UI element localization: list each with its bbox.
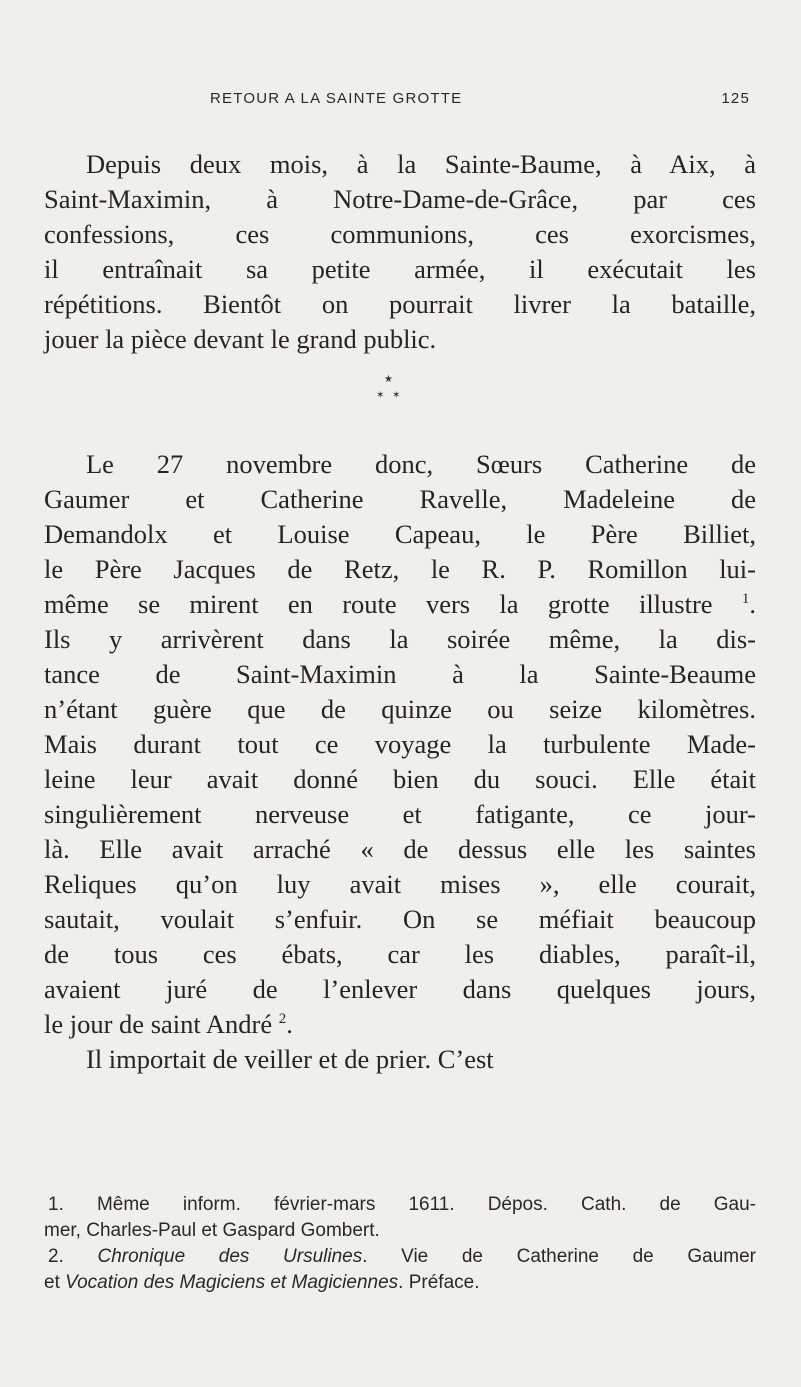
text-line: singulièrement nerveuse et fatigante, ce jour-: [44, 799, 756, 829]
footnote-text: . Préface.: [398, 1272, 480, 1293]
paragraph-2: [44, 447, 756, 1077]
footnote-1-continuation: mer, Charles-Paul et Gaspard Gombert.: [44, 1220, 380, 1241]
footnotes: [44, 1192, 756, 1296]
text-line-with-note: [44, 1007, 756, 1042]
text-line: de tous ces ébats, car les diables, paraît-il,: [44, 939, 756, 969]
asterism-ornament: [370, 372, 410, 412]
text-segment: même se mirent en route vers la grotte illustre: [44, 589, 713, 619]
text-line: jouer la pièce devant le grand public.: [44, 324, 437, 354]
asterism-star-icon: ★: [384, 374, 393, 385]
asterism-star-icon: ✶: [392, 390, 401, 401]
cited-title: Chronique des Ursulines: [97, 1246, 363, 1267]
asterism-star-icon: ✶: [376, 390, 385, 401]
text-line: Demandolx et Louise Capeau, le Père Billiet,: [44, 519, 756, 549]
text-line: il entraînait sa petite armée, il exécutait les: [44, 254, 756, 284]
footnote-2: [44, 1244, 756, 1270]
text-line: Le 27 novembre donc, Sœurs Catherine de: [86, 449, 756, 479]
text-line: Depuis deux mois, à la Sainte-Baume, à Aix, à: [86, 149, 756, 179]
text-line: sautait, voulait s’enfuir. On se méfiait beaucoup: [44, 904, 756, 934]
footnote-text: et: [44, 1272, 66, 1293]
text-line: Saint-Maximin, à Notre-Dame-de-Grâce, par ces: [44, 184, 756, 214]
footnote-text: . Vie de Catherine de Gaumer: [362, 1246, 757, 1267]
text-line: Mais durant tout ce voyage la turbulente Made-: [44, 729, 756, 759]
footnote-ref-1[interactable]: 1: [741, 591, 750, 607]
footnote-2-continuation: [44, 1270, 756, 1296]
running-head: [210, 90, 750, 112]
footnote-1: 1. Même inform. février-mars 1611. Dépos. Cath. de Gau-: [48, 1194, 756, 1215]
text-line: Gaumer et Catherine Ravelle, Madeleine de: [44, 484, 756, 514]
footnote-ref-2[interactable]: 2: [278, 1011, 287, 1027]
text-line: répétitions. Bientôt on pourrait livrer la bataille,: [44, 289, 756, 319]
text-segment: .: [749, 589, 756, 619]
page-number: 125: [721, 90, 750, 107]
text-line: leine leur avait donné bien du souci. Elle était: [44, 764, 756, 794]
text-line: confessions, ces communions, ces exorcismes,: [44, 219, 756, 249]
text-line: avaient juré de l’enlever dans quelques jours,: [44, 974, 756, 1004]
running-title: RETOUR A LA SAINTE GROTTE: [210, 90, 463, 107]
text-line: Il importait de veiller et de prier. C’est: [86, 1044, 494, 1074]
footnote-number: 2.: [48, 1246, 98, 1267]
text-line: le Père Jacques de Retz, le R. P. Romillon lui-: [44, 554, 756, 584]
text-line-with-note: [44, 587, 756, 622]
text-line: Reliques qu’on luy avait mises », elle courait,: [44, 869, 756, 899]
text-line: Ils y arrivèrent dans la soirée même, la dis-: [44, 624, 756, 654]
text-segment: le jour de saint André: [44, 1009, 273, 1039]
cited-title: Vocation des Magiciens et Magiciennes: [65, 1272, 399, 1293]
text-segment: .: [286, 1009, 293, 1039]
text-line: tance de Saint-Maximin à la Sainte-Beaume: [44, 659, 756, 689]
text-line: là. Elle avait arraché « de dessus elle les saintes: [44, 834, 756, 864]
paragraph-1: [44, 147, 756, 357]
text-line: n’étant guère que de quinze ou seize kilomètres.: [44, 694, 756, 724]
